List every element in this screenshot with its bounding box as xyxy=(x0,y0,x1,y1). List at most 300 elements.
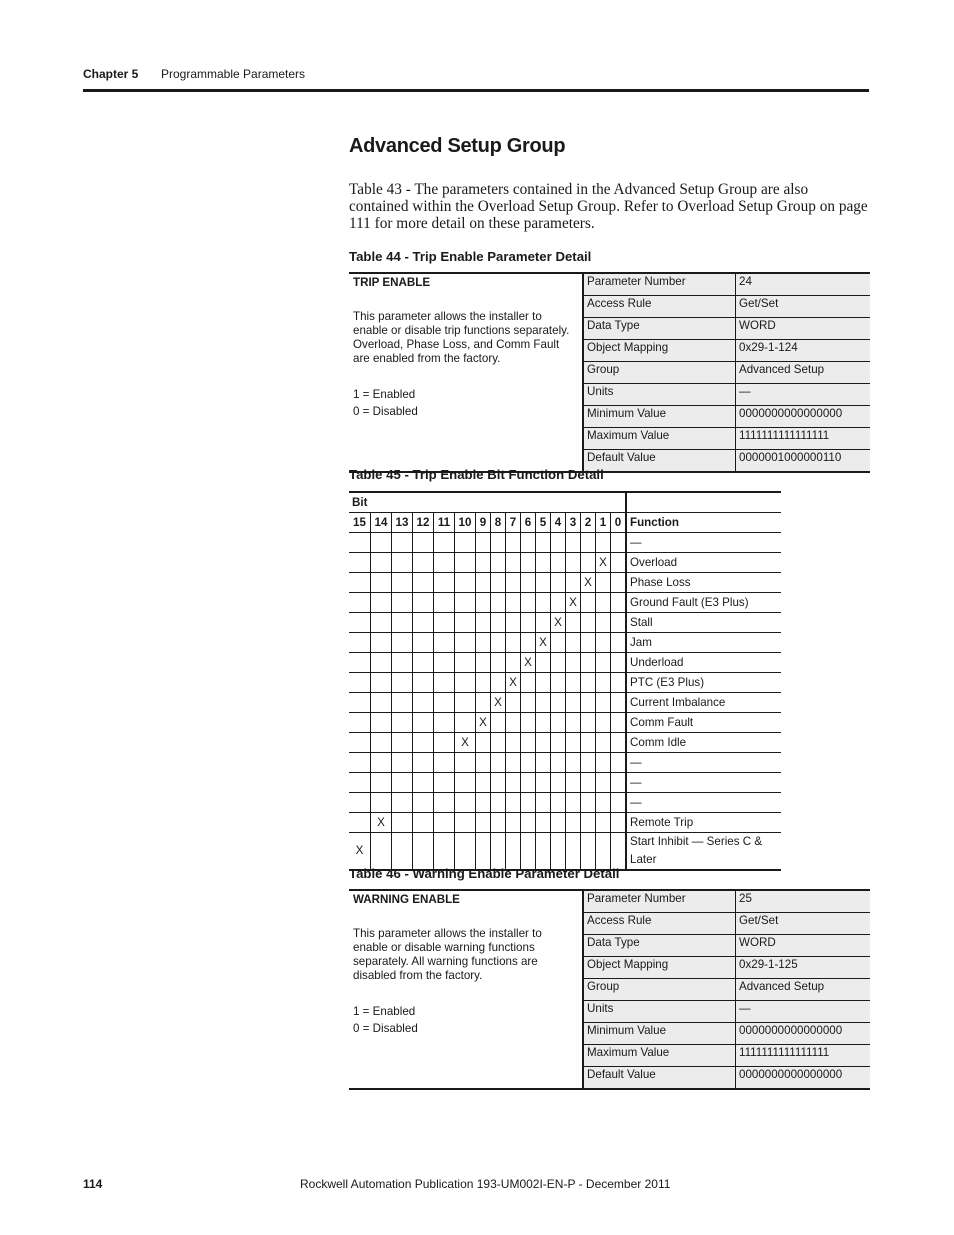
bit-cell xyxy=(551,553,566,573)
bit-cell xyxy=(521,773,536,793)
bit-cell xyxy=(491,633,506,653)
bit-cell xyxy=(566,833,581,871)
bit-cell xyxy=(551,633,566,653)
bit-cell xyxy=(455,693,476,713)
trip-enable-param-value: Advanced Setup xyxy=(736,362,871,384)
bit-cell xyxy=(434,553,455,573)
bit-function-row xyxy=(349,693,781,713)
bit-cell xyxy=(371,713,392,733)
bit-cell xyxy=(413,833,434,871)
bit-cell xyxy=(476,733,491,753)
bit-function-row xyxy=(349,813,781,833)
bit-cell xyxy=(581,593,596,613)
bit-number: 6 xyxy=(521,513,536,533)
trip-enable-description-cell xyxy=(349,273,583,472)
bit-cell xyxy=(434,733,455,753)
warning-enable-param-value: Advanced Setup xyxy=(736,979,871,1001)
bit-number: 12 xyxy=(413,513,434,533)
bit-cell xyxy=(476,633,491,653)
bit-cell xyxy=(491,593,506,613)
bit-function: Jam xyxy=(626,633,781,653)
bit-function-row xyxy=(349,733,781,753)
bit-cell xyxy=(611,553,627,573)
bit-cell xyxy=(371,773,392,793)
bit-cell xyxy=(392,753,413,773)
bit-cell xyxy=(551,733,566,753)
bit-cell xyxy=(506,833,521,871)
bit-cell xyxy=(476,693,491,713)
warning-enable-parameter-table xyxy=(349,889,870,1090)
bit-cell xyxy=(371,833,392,871)
bit-cell xyxy=(581,733,596,753)
bit-cell xyxy=(566,653,581,673)
warning-enable-param-value: WORD xyxy=(736,935,871,957)
bit-cell xyxy=(434,653,455,673)
bit-cell xyxy=(392,533,413,553)
bit-cell xyxy=(536,773,551,793)
bit-cell xyxy=(349,613,371,633)
bit-cell xyxy=(611,713,627,733)
bit-cell xyxy=(392,673,413,693)
bit-function-row xyxy=(349,673,781,693)
function-header-top xyxy=(626,492,781,513)
bit-function: Comm Fault xyxy=(626,713,781,733)
bit-cell xyxy=(596,713,611,733)
bit-cell xyxy=(566,693,581,713)
bit-cell xyxy=(455,833,476,871)
bit-cell xyxy=(566,633,581,653)
bit-cell xyxy=(506,793,521,813)
bit-cell xyxy=(551,813,566,833)
bit-cell xyxy=(434,673,455,693)
bit-cell xyxy=(536,653,551,673)
bit-cell xyxy=(521,593,536,613)
bit-cell xyxy=(566,673,581,693)
bit-cell xyxy=(491,553,506,573)
bit-cell xyxy=(581,773,596,793)
bit-cell xyxy=(566,773,581,793)
intro-paragraph: Table 43 - The parameters contained in the Advanced Setup Group are also contained within the Overload Setup Group. Refer to Overload Setup Group on page 111 for more detail on these parameters. xyxy=(349,181,868,232)
bit-cell xyxy=(476,533,491,553)
bit-cell xyxy=(476,833,491,871)
bit-cell xyxy=(506,533,521,553)
bit-cell xyxy=(491,793,506,813)
bit-cell xyxy=(506,773,521,793)
bit-cell xyxy=(521,833,536,871)
bit-cell xyxy=(521,673,536,693)
bit-cell xyxy=(566,753,581,773)
bit-cell xyxy=(413,813,434,833)
bit-cell xyxy=(434,793,455,813)
bit-number: 2 xyxy=(581,513,596,533)
bit-cell xyxy=(536,833,551,871)
bit-cell xyxy=(349,753,371,773)
bit-number: 4 xyxy=(551,513,566,533)
bit-cell xyxy=(566,553,581,573)
bit-number: 14 xyxy=(371,513,392,533)
bit-number: 0 xyxy=(611,513,627,533)
bit-cell xyxy=(392,633,413,653)
bit-cell xyxy=(476,753,491,773)
bit-cell xyxy=(566,713,581,733)
warning-enable-row xyxy=(349,890,870,913)
warning-enable-param-value: 0x29-1-125 xyxy=(736,957,871,979)
bit-cell xyxy=(491,533,506,553)
bit-cell xyxy=(611,813,627,833)
trip-enable-parameter-table xyxy=(349,272,870,473)
bit-cell xyxy=(349,553,371,573)
bit-function: — xyxy=(626,793,781,813)
publication-info: Rockwell Automation Publication 193-UM002I-EN-P - December 2011 xyxy=(300,1177,671,1191)
bit-cell xyxy=(506,573,521,593)
bit-cell xyxy=(476,613,491,633)
bit-cell xyxy=(551,693,566,713)
bit-function-row xyxy=(349,793,781,813)
bit-number: 11 xyxy=(434,513,455,533)
bit-cell xyxy=(371,633,392,653)
function-label: Function xyxy=(626,513,781,533)
bit-function: Start Inhibit — Series C & Later xyxy=(626,833,781,871)
bit-number: 13 xyxy=(392,513,413,533)
bit-cell xyxy=(455,553,476,573)
bit-cell xyxy=(349,673,371,693)
trip-enable-disabled-legend: 0 = Disabled xyxy=(353,405,418,418)
bit-function-row xyxy=(349,533,781,553)
bit-function-row xyxy=(349,713,781,733)
trip-enable-param-value: 1111111111111111 xyxy=(736,428,871,450)
bit-cell xyxy=(392,833,413,871)
bit-cell xyxy=(521,613,536,633)
bit-cell xyxy=(349,633,371,653)
bit-function-row xyxy=(349,633,781,653)
bit-cell xyxy=(491,753,506,773)
bit-cell xyxy=(413,733,434,753)
bit-number: 10 xyxy=(455,513,476,533)
bit-cell xyxy=(551,573,566,593)
bit-cell xyxy=(371,733,392,753)
warning-enable-param-name: Data Type xyxy=(583,935,736,957)
bit-cell xyxy=(581,613,596,633)
bit-cell xyxy=(413,713,434,733)
bit-cell xyxy=(596,793,611,813)
warning-enable-param-value: Get/Set xyxy=(736,913,871,935)
bit-cell xyxy=(476,553,491,573)
bit-mark: X xyxy=(349,833,371,871)
bit-cell xyxy=(491,653,506,673)
bit-cell xyxy=(566,533,581,553)
bit-cell xyxy=(455,533,476,553)
bit-cell xyxy=(455,653,476,673)
bit-function-row xyxy=(349,653,781,673)
warning-enable-param-name: Object Mapping xyxy=(583,957,736,979)
bit-cell xyxy=(596,633,611,653)
bit-cell xyxy=(506,593,521,613)
warning-enable-param-name: Default Value xyxy=(583,1067,736,1090)
bit-cell xyxy=(566,613,581,633)
bit-cell xyxy=(392,713,413,733)
warning-enable-description: This parameter allows the installer to enable or disable warning functions separately. All warning functions are disabled from the factory. xyxy=(353,927,542,982)
trip-enable-title: TRIP ENABLE xyxy=(353,276,431,289)
warning-enable-param-name: Units xyxy=(583,1001,736,1023)
bit-cell xyxy=(371,753,392,773)
bit-cell xyxy=(566,573,581,593)
bit-cell xyxy=(551,713,566,733)
trip-enable-param-name: Data Type xyxy=(583,318,736,340)
bit-cell xyxy=(371,573,392,593)
bit-cell xyxy=(434,573,455,593)
bit-cell xyxy=(581,793,596,813)
trip-enable-param-value: 0000000000000000 xyxy=(736,406,871,428)
bit-cell xyxy=(413,533,434,553)
bit-cell xyxy=(596,773,611,793)
bit-cell xyxy=(491,773,506,793)
bit-cell xyxy=(596,753,611,773)
bit-cell xyxy=(371,593,392,613)
bit-cell xyxy=(551,593,566,613)
bit-cell xyxy=(581,633,596,653)
bit-cell xyxy=(611,673,627,693)
bit-cell xyxy=(392,773,413,793)
bit-cell xyxy=(413,773,434,793)
bit-cell xyxy=(611,653,627,673)
bit-cell xyxy=(536,693,551,713)
trip-enable-value-legend xyxy=(353,386,578,420)
bit-cell xyxy=(413,753,434,773)
bit-function-row xyxy=(349,573,781,593)
bit-cell xyxy=(611,733,627,753)
warning-enable-disabled-legend: 0 = Disabled xyxy=(353,1022,418,1035)
bit-cell xyxy=(521,533,536,553)
bit-cell xyxy=(581,693,596,713)
bit-cell xyxy=(581,533,596,553)
bit-cell xyxy=(536,733,551,753)
bit-function: Underload xyxy=(626,653,781,673)
bit-cell xyxy=(596,673,611,693)
warning-enable-title: WARNING ENABLE xyxy=(353,893,460,906)
bit-cell xyxy=(611,773,627,793)
trip-enable-bit-table xyxy=(349,491,781,871)
bit-cell xyxy=(455,613,476,633)
trip-enable-row xyxy=(349,273,870,296)
bit-cell xyxy=(521,793,536,813)
bit-cell xyxy=(349,733,371,753)
bit-cell xyxy=(413,553,434,573)
bit-mark: X xyxy=(581,573,596,593)
bit-function-row xyxy=(349,833,781,871)
bit-cell xyxy=(506,653,521,673)
bit-cell xyxy=(413,613,434,633)
bit-cell xyxy=(521,693,536,713)
bit-label: Bit xyxy=(349,492,626,513)
bit-cell xyxy=(349,533,371,553)
bit-cell xyxy=(581,833,596,871)
bit-cell xyxy=(476,573,491,593)
bit-cell xyxy=(434,633,455,653)
warning-enable-param-value: 25 xyxy=(736,890,871,913)
bit-cell xyxy=(491,673,506,693)
bit-cell xyxy=(455,773,476,793)
bit-cell xyxy=(371,533,392,553)
bit-cell xyxy=(536,553,551,573)
trip-enable-enabled-legend: 1 = Enabled xyxy=(353,388,416,401)
bit-function: Phase Loss xyxy=(626,573,781,593)
bit-cell xyxy=(491,713,506,733)
warning-enable-param-name: Access Rule xyxy=(583,913,736,935)
bit-cell xyxy=(476,813,491,833)
bit-mark: X xyxy=(476,713,491,733)
chapter-title: Programmable Parameters xyxy=(161,67,306,81)
bit-cell xyxy=(536,813,551,833)
bit-cell xyxy=(536,753,551,773)
bit-mark: X xyxy=(371,813,392,833)
bit-cell xyxy=(434,593,455,613)
bit-cell xyxy=(476,793,491,813)
bit-cell xyxy=(392,573,413,593)
trip-enable-param-value: 0x29-1-124 xyxy=(736,340,871,362)
bit-cell xyxy=(551,793,566,813)
bit-cell xyxy=(455,593,476,613)
bit-cell xyxy=(521,573,536,593)
trip-enable-param-name: Minimum Value xyxy=(583,406,736,428)
bit-number: 1 xyxy=(596,513,611,533)
bit-cell xyxy=(521,553,536,573)
bit-function-row xyxy=(349,613,781,633)
bit-cell xyxy=(521,813,536,833)
bit-cell xyxy=(413,653,434,673)
bit-cell xyxy=(349,793,371,813)
bit-cell xyxy=(551,653,566,673)
bit-cell xyxy=(455,573,476,593)
bit-mark: X xyxy=(551,613,566,633)
bit-cell xyxy=(551,833,566,871)
bit-cell xyxy=(506,693,521,713)
bit-cell xyxy=(581,673,596,693)
bit-cell xyxy=(581,553,596,573)
bit-cell xyxy=(611,533,627,553)
bit-cell xyxy=(611,633,627,653)
table45-caption: Table 45 - Trip Enable Bit Function Detail xyxy=(349,467,604,482)
bit-cell xyxy=(476,653,491,673)
trip-enable-param-value: WORD xyxy=(736,318,871,340)
bit-function: Stall xyxy=(626,613,781,633)
bit-function: PTC (E3 Plus) xyxy=(626,673,781,693)
bit-cell xyxy=(476,773,491,793)
bit-cell xyxy=(596,593,611,613)
bit-cell xyxy=(566,733,581,753)
bit-cell xyxy=(434,753,455,773)
bit-function: — xyxy=(626,773,781,793)
bit-cell xyxy=(611,613,627,633)
warning-enable-param-value: 0000000000000000 xyxy=(736,1023,871,1045)
bit-function: Remote Trip xyxy=(626,813,781,833)
trip-enable-param-name: Object Mapping xyxy=(583,340,736,362)
header-rule xyxy=(83,89,869,92)
bit-cell xyxy=(413,593,434,613)
bit-cell xyxy=(455,633,476,653)
warning-enable-param-name: Minimum Value xyxy=(583,1023,736,1045)
bit-cell xyxy=(551,753,566,773)
bit-cell xyxy=(536,573,551,593)
bit-cell xyxy=(434,713,455,733)
warning-enable-param-value: 1111111111111111 xyxy=(736,1045,871,1067)
bit-cell xyxy=(371,553,392,573)
bit-function: Current Imbalance xyxy=(626,693,781,713)
bit-function-row xyxy=(349,593,781,613)
bit-cell xyxy=(392,613,413,633)
bit-cell xyxy=(349,693,371,713)
warning-enable-enabled-legend: 1 = Enabled xyxy=(353,1005,416,1018)
bit-cell xyxy=(596,733,611,753)
bit-cell xyxy=(596,653,611,673)
bit-mark: X xyxy=(455,733,476,753)
bit-cell xyxy=(536,793,551,813)
bit-cell xyxy=(581,713,596,733)
bit-cell xyxy=(491,573,506,593)
bit-cell xyxy=(521,713,536,733)
bit-cell xyxy=(434,813,455,833)
bit-cell xyxy=(349,593,371,613)
bit-cell xyxy=(392,553,413,573)
bit-function: Overload xyxy=(626,553,781,573)
bit-cell xyxy=(392,693,413,713)
bit-cell xyxy=(611,753,627,773)
bit-header-row xyxy=(349,492,781,513)
bit-mark: X xyxy=(491,693,506,713)
bit-cell xyxy=(371,693,392,713)
bit-cell xyxy=(434,833,455,871)
bit-mark: X xyxy=(521,653,536,673)
bit-cell xyxy=(611,573,627,593)
bit-cell xyxy=(536,593,551,613)
bit-number-row xyxy=(349,513,781,533)
bit-cell xyxy=(581,813,596,833)
bit-cell xyxy=(596,533,611,553)
bit-cell xyxy=(551,773,566,793)
bit-cell xyxy=(455,813,476,833)
bit-cell xyxy=(392,593,413,613)
bit-number: 8 xyxy=(491,513,506,533)
bit-cell xyxy=(611,833,627,871)
bit-cell xyxy=(596,613,611,633)
bit-number: 7 xyxy=(506,513,521,533)
bit-cell xyxy=(413,693,434,713)
bit-cell xyxy=(349,573,371,593)
bit-cell xyxy=(371,793,392,813)
bit-cell xyxy=(371,673,392,693)
trip-enable-param-name: Access Rule xyxy=(583,296,736,318)
bit-mark: X xyxy=(506,673,521,693)
bit-cell xyxy=(491,833,506,871)
trip-enable-param-value: 0000001000000110 xyxy=(736,450,871,473)
bit-cell xyxy=(371,653,392,673)
bit-cell xyxy=(596,813,611,833)
bit-cell xyxy=(521,733,536,753)
bit-cell xyxy=(371,613,392,633)
bit-cell xyxy=(506,813,521,833)
bit-cell xyxy=(413,633,434,653)
bit-cell xyxy=(506,633,521,653)
bit-cell xyxy=(392,733,413,753)
bit-cell xyxy=(413,573,434,593)
warning-enable-value-legend xyxy=(353,1003,578,1037)
page-number: 114 xyxy=(83,1177,103,1191)
trip-enable-param-name: Units xyxy=(583,384,736,406)
bit-cell xyxy=(536,673,551,693)
bit-cell xyxy=(521,753,536,773)
warning-enable-param-value: 0000000000000000 xyxy=(736,1067,871,1090)
bit-function-row xyxy=(349,753,781,773)
bit-cell xyxy=(349,773,371,793)
